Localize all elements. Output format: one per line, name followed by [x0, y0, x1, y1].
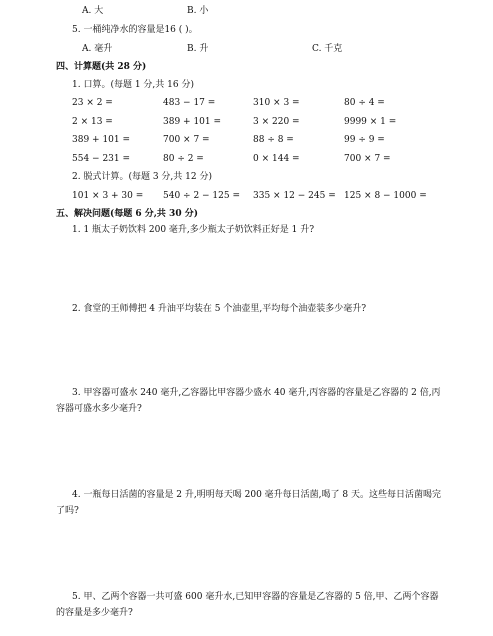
- oral-item: 9999 × 1 =: [344, 117, 397, 127]
- q5-option-c: C. 千克: [312, 44, 343, 54]
- written-item: 125 × 8 − 1000 =: [344, 191, 427, 201]
- oral-item: 2 × 13 =: [72, 117, 113, 127]
- oral-item: 483 − 17 =: [163, 98, 216, 108]
- q5-option-b: B. 升: [187, 44, 209, 54]
- oral-row-1: [0, 97, 493, 109]
- oral-item: 700 × 7 =: [344, 154, 391, 164]
- problem-1: 1. 1 瓶太子奶饮料 200 毫升,多少瓶太子奶饮料正好是 1 升?: [72, 225, 315, 235]
- written-calc-row: [0, 190, 493, 202]
- option-b-prev: B. 小: [187, 6, 209, 16]
- oral-item: 80 ÷ 4 =: [344, 98, 385, 108]
- problem-2: 2. 食堂的王师傅把 4 升油平均装在 5 个油壶里,平均每个油壶装多少毫升?: [72, 304, 367, 314]
- oral-item: 700 × 7 =: [163, 135, 210, 145]
- oral-row-2: [0, 116, 493, 128]
- q5-stem: 5. 一桶纯净水的容量是16 ( )。: [72, 25, 198, 35]
- oral-item: 554 − 231 =: [72, 154, 131, 164]
- option-a-prev: A. 大: [82, 6, 104, 16]
- oral-item: 88 ÷ 8 =: [253, 135, 294, 145]
- section4-title: 四、计算题(共 28 分): [56, 62, 147, 72]
- written-item: 335 × 12 − 245 =: [253, 191, 336, 201]
- oral-row-3: [0, 134, 493, 146]
- oral-item: 389 + 101 =: [72, 135, 131, 145]
- oral-item: 310 × 3 =: [253, 98, 300, 108]
- section5-title: 五、解决问题(每题 6 分,共 30 分): [56, 209, 198, 219]
- oral-item: 0 × 144 =: [253, 154, 300, 164]
- problem-3: 3. 甲容器可盛水 240 毫升,乙容器比甲容器少盛水 40 毫升,丙容器的容量是乙容器的 2 倍,丙容器可盛水多少毫升?: [56, 388, 441, 414]
- oral-row-4: [0, 153, 493, 165]
- oral-item: 99 ÷ 9 =: [344, 135, 385, 145]
- problem-4: 4. 一瓶每日活菌的容量是 2 升,明明每天喝 200 毫升每日活菌,喝了 8 天。这些每日活菌喝完了吗?: [56, 490, 441, 516]
- q5-option-a: A. 毫升: [82, 44, 113, 54]
- oral-calc-title: 1. 口算。(每题 1 分,共 16 分): [72, 80, 194, 90]
- oral-item: 3 × 220 =: [253, 117, 300, 127]
- problem-5: 5. 甲、乙两个容器一共可盛 600 毫升水,已知甲容器的容量是乙容器的 5 倍,甲、乙两个容器的容量是多少毫升?: [56, 592, 439, 618]
- oral-item: 80 ÷ 2 =: [163, 154, 204, 164]
- written-item: 540 ÷ 2 − 125 =: [163, 191, 241, 201]
- written-item: 101 × 3 + 30 =: [72, 191, 144, 201]
- oral-item: 389 + 101 =: [163, 117, 222, 127]
- oral-item: 23 × 2 =: [72, 98, 113, 108]
- written-calc-title: 2. 脱式计算。(每题 3 分,共 12 分): [72, 172, 212, 182]
